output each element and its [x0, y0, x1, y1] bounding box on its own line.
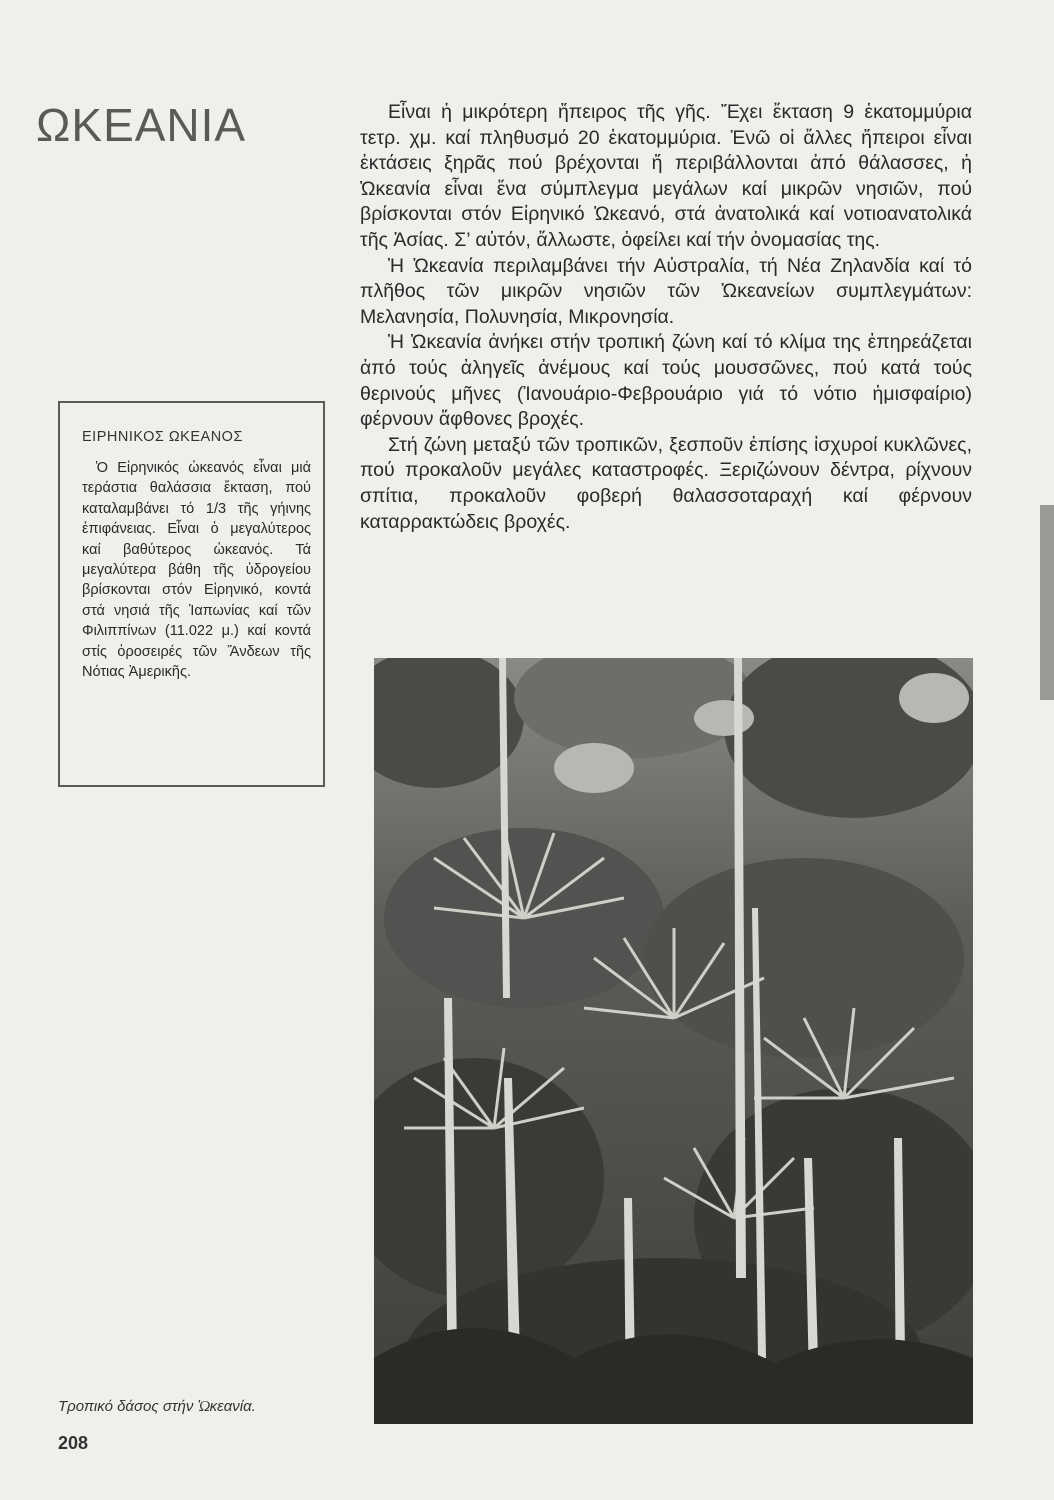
rainforest-photo [374, 658, 973, 1424]
paragraph-3: Ἡ Ὠκεανία ἀνήκει στήν τροπική ζώνη καί τό κλίμα της ἐπηρεάζεται ἀπό τούς ἀληγεῖς ἀνέμους καί τούς μουσσῶνες, πού κατά τούς θερινούς μῆνες (Ἰανουάριο-Φεβρουάριο γιά τό νότιο ἡμισφαίριο) φέρνουν ἄφθονες βροχές. [360, 331, 972, 431]
undergrowth [374, 1328, 973, 1424]
photo-caption: Τροπικό δάσος στήν Ὠκεανία. [58, 1398, 256, 1415]
sidebar-box-pacific [58, 401, 325, 787]
sidebar-title: ΕΙΡΗΝΙΚΟΣ ΩΚΕΑΝΟΣ [82, 429, 243, 445]
page-number: 208 [58, 1433, 89, 1453]
rainforest-illustration [374, 658, 973, 1424]
main-text-column [360, 100, 972, 535]
paragraph-2: Ἡ Ὠκεανία περιλαμβάνει τήν Αὐστραλία, τή Νέα Ζηλανδία καί τό πλῆθος τῶν μικρῶν νησιῶν τῶν Ὠκεανείων συμπλεγμάτων: Μελανησία, Πολυνησία, Μικρονησία. [360, 254, 972, 328]
sidebar-text: Ὁ Εἰρηνικός ὠκεανός εἶναι μιά τεράστια θαλάσσια ἔκταση, πού καταλαμβάνει τό 1/3 τῆς γήινης ἐπιφάνειας. Εἶναι ὁ μεγαλύτερος καί βαθύτερος ὠκεανός. Τά μεγαλύτερα βάθη τῆς ὑδρογείου βρίσκονται στόν Εἰρηνικό, κοντά στά νησιά τῆς Ἰαπωνίας καί τῶν Φιλιππίνων (11.022 μ.) καί κοντά στίς ὀροσειρές τῶν Ἄνδεων τῆς Νότιας Ἀμερικῆς. [82, 460, 311, 681]
paragraph-1: Εἶναι ἡ μικρότερη ἤπειρος τῆς γῆς. Ἔχει ἔκταση 9 ἑκατομμύρια τετρ. χμ. καί πληθυσμό 20 ἑκατομμύρια. Ἐνῶ οἱ ἄλλες ἤπειροι εἶναι ἐκτάσεις ξηρᾶς πού βρέχονται ἤ περιβάλλονται ἀπό θάλασσες, ἡ Ὠκεανία εἶναι ἕνα σύμπλεγμα μεγάλων καί μικρῶν νησιῶν, πού βρίσκονται στόν Εἰρηνικό Ὠκεανό, στά ἀνατολικά καί νοτιοανατολικά τῆς Ἀσίας. Σ’ αὐτόν, ἄλλωστε, ὀφείλει καί τήν ὀνομασίας της. [360, 101, 972, 251]
page-edge-tab [1040, 505, 1054, 700]
page-title: ΩΚΕΑΝΙΑ [36, 99, 247, 151]
paragraph-4: Στή ζώνη μεταξύ τῶν τροπικῶν, ξεσποῦν ἐπίσης ἰσχυροί κυκλῶνες, πού προκαλοῦν μεγάλες καταστροφές. Ξεριζώνουν δέντρα, ρίχνουν σπίτια, προκαλοῦν φοβερή θαλασσοταραχή καί φέρνουν καταρρακτώδεις βροχές. [360, 433, 972, 533]
